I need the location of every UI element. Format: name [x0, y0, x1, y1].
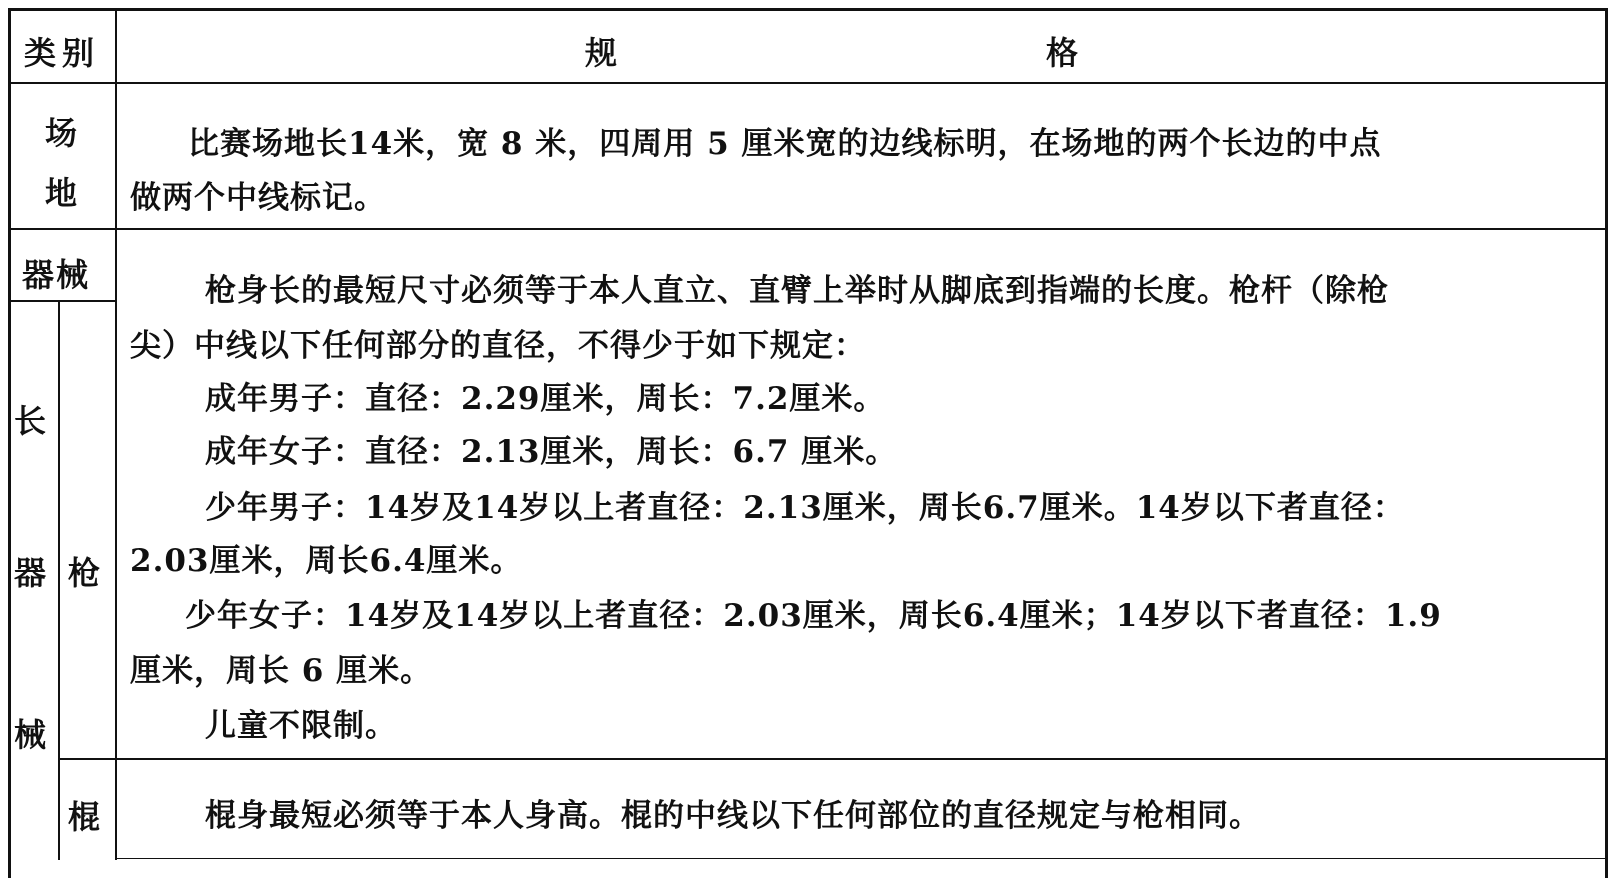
spear-text-line: 成年男子：直径：2.29厘米，周长：7.2厘米。: [205, 381, 886, 417]
venue-text-line-1: 比赛场地长14米，宽 8 米，四周用 5 厘米宽的边线标明，在场地的两个长边的中点: [188, 126, 1382, 162]
bottom-line: [115, 858, 1608, 859]
spear-text-line: 2.03厘米，周长6.4厘米。: [130, 543, 523, 579]
venue-label-2: 地: [45, 174, 78, 212]
header-spec-right: 格: [1046, 34, 1079, 72]
equipment-label-divider: [8, 300, 116, 302]
spear-text-line: 枪身长的最短尺寸必须等于本人直立、直臂上举时从脚底到指端的长度。枪杆（除枪: [205, 273, 1389, 309]
spear-label: 枪: [68, 554, 101, 592]
staff-text-line: 棍身最短必须等于本人身高。棍的中线以下任何部位的直径规定与枪相同。: [205, 798, 1261, 834]
venue-divider: [8, 228, 1608, 230]
spear-text-line: 成年女子：直径：2.13厘米，周长：6.7 厘米。: [205, 434, 898, 470]
spear-text-line: 少年男子：14岁及14岁以上者直径：2.13厘米，周长6.7厘米。14岁以下者直径：: [205, 490, 1405, 526]
venue-label-1: 场: [45, 114, 78, 152]
long-equipment-label-1: 长: [14, 402, 47, 440]
equipment-label: 器械: [22, 256, 91, 294]
subcategory-column-divider: [58, 300, 60, 860]
spear-text-line: 少年女子：14岁及14岁以上者直径：2.03厘米，周长6.4厘米；14岁以下者直径：1.9: [185, 598, 1442, 634]
header-divider: [8, 82, 1608, 84]
header-category: 类别: [24, 34, 101, 72]
spear-staff-divider: [58, 758, 1608, 760]
spear-text-line: 厘米，周长 6 厘米。: [130, 653, 433, 689]
venue-text-line-2: 做两个中线标记。: [130, 180, 386, 216]
long-equipment-label-3: 械: [14, 716, 47, 754]
long-equipment-label-2: 器: [14, 554, 47, 592]
staff-label: 棍: [68, 798, 101, 836]
spear-text-line: 儿童不限制。: [205, 708, 397, 744]
category-column-divider: [115, 8, 117, 860]
spear-text-line: 尖）中线以下任何部分的直径，不得少于如下规定：: [130, 328, 866, 364]
header-spec-left: 规: [585, 34, 618, 72]
